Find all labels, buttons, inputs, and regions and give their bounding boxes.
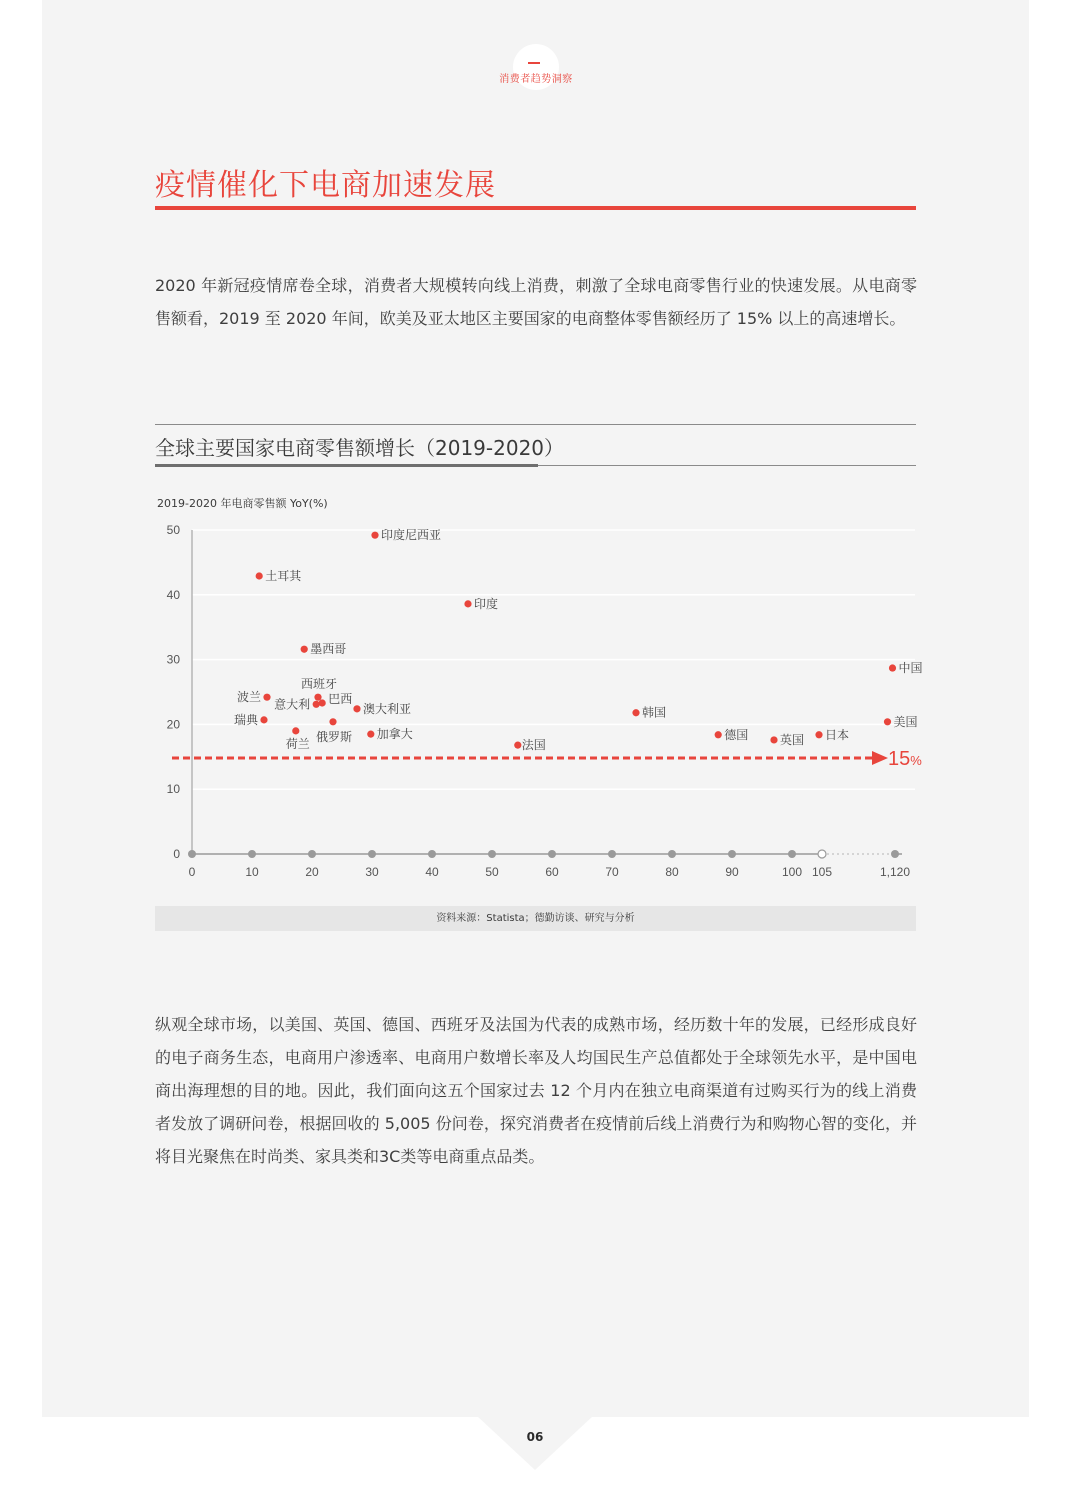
y-axis-label: 2019-2020 年电商零售额 YoY(%) xyxy=(157,497,328,510)
data-point xyxy=(316,718,352,744)
threshold-line xyxy=(172,748,922,770)
chart-title-accent-bar xyxy=(155,464,538,467)
svg-text:20: 20 xyxy=(166,717,180,732)
data-point xyxy=(274,696,320,711)
svg-text:加拿大: 加拿大 xyxy=(376,727,413,742)
svg-text:巴西: 巴西 xyxy=(328,692,353,707)
chart-source-note: 资料来源：Statista；德勤访谈、研究与分析 xyxy=(155,906,916,931)
svg-text:60: 60 xyxy=(545,865,559,879)
data-point xyxy=(367,726,413,741)
svg-text:意大利: 意大利 xyxy=(274,697,311,712)
data-point xyxy=(632,705,666,720)
data-point xyxy=(889,660,923,675)
svg-text:1,120: 1,120 xyxy=(879,865,911,879)
svg-text:英国: 英国 xyxy=(780,732,805,747)
svg-text:德国: 德国 xyxy=(724,727,749,742)
data-point xyxy=(319,692,353,707)
svg-text:西班牙: 西班牙 xyxy=(300,677,338,692)
data-point xyxy=(301,642,347,656)
section-number-dash xyxy=(528,62,540,64)
scatter-chart xyxy=(150,515,930,895)
svg-text:法国: 法国 xyxy=(521,738,546,753)
svg-text:50: 50 xyxy=(485,865,499,879)
chart-title: 全球主要国家电商零售额增长（2019-2020） xyxy=(155,436,565,460)
data-points xyxy=(234,527,923,752)
svg-text:50: 50 xyxy=(166,523,180,537)
y-axis-ticks xyxy=(167,523,181,861)
svg-text:土耳其: 土耳其 xyxy=(265,569,302,584)
svg-text:俄罗斯: 俄罗斯 xyxy=(315,729,353,744)
svg-text:0: 0 xyxy=(173,847,180,861)
body-paragraph: 纵观全球市场，以美国、英国、德国、西班牙及法国为代表的成熟市场，经历数十年的发展，已经形成良好的电子商务生态，电商用户渗透率、电商用户数增长率及人均国民生产总值都处于全球领先水平，是中国电商出海理想的目的地。因此，我们面向这五个国家过去 12 个月内在独立电商渠道有过购买行为的线上消费者发放了调研问卷，根据回收的 5,005 份问卷，探究消费者在疫情前后线上消费行为和购物心智的变化，并将目光聚焦在时尚类、家具类和3C类等电商重点品类。 xyxy=(155,1015,917,1166)
svg-text:30: 30 xyxy=(365,865,379,879)
svg-text:20: 20 xyxy=(305,865,319,879)
data-point xyxy=(237,689,271,704)
svg-text:中国: 中国 xyxy=(898,661,923,676)
svg-text:澳大利亚: 澳大利亚 xyxy=(363,701,412,716)
arrow-icon xyxy=(872,751,888,765)
svg-text:瑞典: 瑞典 xyxy=(233,712,258,727)
svg-text:墨西哥: 墨西哥 xyxy=(310,642,347,657)
section-label: 消费者趋势洞察 xyxy=(499,74,573,85)
svg-text:90: 90 xyxy=(725,865,739,879)
svg-text:日本: 日本 xyxy=(825,727,850,742)
intro-paragraph: 2020 年新冠疫情席卷全球，消费者大规模转向线上消费，刺激了全球电商零售行业的快速发展。从电商零售额看，2019 至 2020 年间，欧美及亚太地区主要国家的电商整体零售额经历了 15% 以上的高速增长。 xyxy=(155,276,917,328)
chart-top-divider xyxy=(155,424,916,425)
svg-text:韩国: 韩国 xyxy=(642,705,667,720)
data-point xyxy=(514,737,546,752)
svg-text:印度: 印度 xyxy=(474,596,499,611)
data-point xyxy=(371,527,441,542)
data-point xyxy=(464,596,498,611)
svg-text:40: 40 xyxy=(425,865,439,879)
svg-text:10: 10 xyxy=(245,865,259,879)
svg-text:波兰: 波兰 xyxy=(236,690,261,705)
svg-text:印度尼西亚: 印度尼西亚 xyxy=(381,528,442,543)
data-point xyxy=(815,727,849,742)
data-point xyxy=(715,728,749,742)
page-title: 疫情催化下电商加速发展 xyxy=(155,168,496,203)
data-point xyxy=(770,733,804,747)
svg-text:0: 0 xyxy=(188,865,196,879)
svg-text:荷兰: 荷兰 xyxy=(285,736,310,751)
svg-text:10: 10 xyxy=(166,782,180,797)
data-point xyxy=(256,568,303,583)
svg-text:80: 80 xyxy=(665,865,679,879)
svg-text:70: 70 xyxy=(605,865,619,879)
title-underline xyxy=(155,206,916,210)
svg-text:40: 40 xyxy=(166,587,180,602)
svg-text:100: 100 xyxy=(781,865,803,879)
data-point xyxy=(286,727,310,751)
svg-text:美国: 美国 xyxy=(893,714,918,729)
svg-text:15%: 15% xyxy=(888,748,922,770)
page-number: 06 xyxy=(526,1430,544,1444)
data-point xyxy=(353,701,411,716)
svg-text:105: 105 xyxy=(811,865,833,879)
data-point xyxy=(884,715,918,729)
svg-text:30: 30 xyxy=(166,652,180,667)
